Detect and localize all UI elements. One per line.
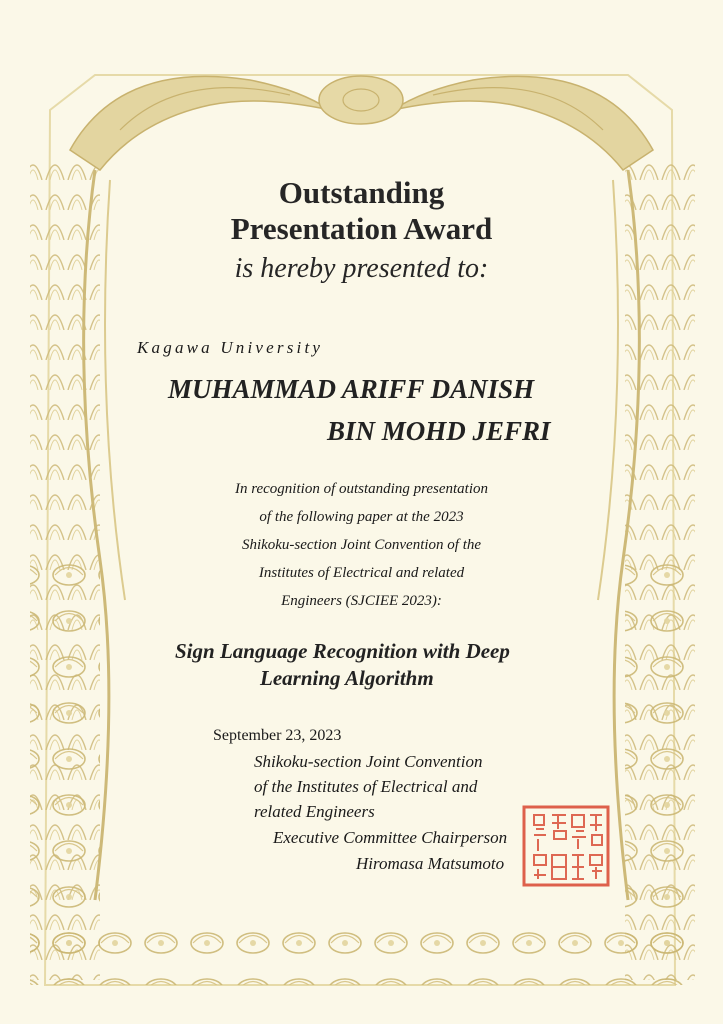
- award-subtitle: is hereby presented to:: [234, 253, 489, 284]
- issuer-line-2: of the Institutes of Electrical and: [254, 777, 478, 796]
- award-title-line-1: Outstanding: [278, 175, 445, 210]
- recognition-line-5: Engineers (SJCIEE 2023):: [281, 593, 442, 609]
- recognition-line-1: In recognition of outstanding presentation: [234, 481, 489, 497]
- recipient-organization: Kagawa University: [137, 338, 324, 357]
- issuer-line-1: Shikoku-section Joint Convention: [254, 752, 483, 771]
- award-title-line-2: Presentation Award: [230, 211, 493, 246]
- red-square-seal-icon: [522, 805, 610, 887]
- paper-title-line-2: Learning Algorithm: [260, 666, 434, 690]
- recipient-name-line-1: MUHAMMAD ARIFF DANISH: [168, 374, 535, 404]
- recipient-name-line-2: BIN MOHD JEFRI: [327, 416, 551, 446]
- award-date: September 23, 2023: [213, 727, 342, 744]
- signatory-title: Executive Committee Chairperson: [273, 828, 508, 847]
- issuer-line-3: related Engineers: [254, 802, 375, 821]
- paper-title-line-1: Sign Language Recognition with Deep: [175, 639, 510, 663]
- signatory-name: Hiromasa Matsumoto: [356, 854, 505, 873]
- recognition-line-2: of the following paper at the 2023: [259, 509, 464, 525]
- recognition-line-4: Institutes of Electrical and related: [258, 565, 465, 581]
- recognition-line-3: Shikoku-section Joint Convention of the: [241, 537, 482, 553]
